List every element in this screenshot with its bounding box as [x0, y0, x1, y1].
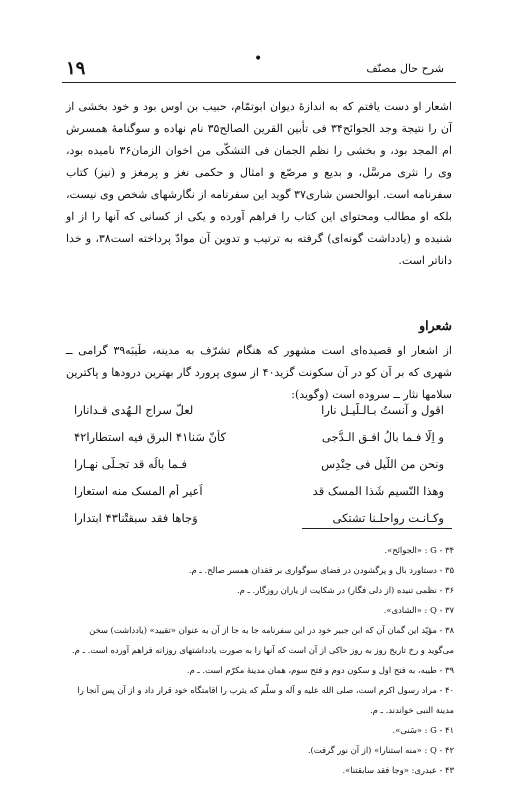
poem-verse — [74, 396, 444, 423]
poem-hemistich-right: و اِلّا فـما بالُ افـق الـدُّجی — [321, 429, 444, 444]
poem-hemistich-left: فـما بالُه قد تجـلّی نهـارا — [74, 456, 188, 471]
section-heading: شعراو — [419, 318, 452, 333]
poem-verse — [74, 450, 444, 477]
poem-hemistich-left: لعلّ سراج الـهُدی قـدانارا — [74, 402, 194, 417]
body-text — [66, 96, 452, 272]
header-rule — [62, 82, 456, 83]
running-head: شرح حال مصنّف — [366, 62, 444, 75]
poem-hemistich-right: وکـانـت رواحلـنا تشتکی — [332, 510, 444, 525]
poem — [74, 396, 444, 531]
poem-verse — [74, 423, 444, 450]
footnote: ۳۹ - طیبه، به فتح اول و سکون دوم و فتح سوم، همان مدینهٔ مکرّم است. ـ م. — [186, 665, 454, 675]
footnote: ۴۲ - Q : «منه استنارا» (از آن نور گرفت). — [307, 745, 454, 755]
body-paragraph: اشعار او دست یافتم که به اندازهٔ دیوان ابوتمّام، حبیب بن اوس بود و خود بخشی از آن را نتیجة وجد الجوائح۳۴ فی تأبین القرین الصالح۳۵ نام نهاده و سوگنامهٔ همسرش ام المجد بود، و بخشی را نظم الجمان فی التشکّی من اخوان الزمان۳۶ نامیده بود، وی را نثری مرسَّل، و بدیع و مرصّع و امثال و حکمی نغز و پرمغز و (نیز) کتاب سفرنامه است. ابوالحسن شاری۳۷ گوید این سفرنامه از نگارشهای شخص وی نیست، بلکه او مطالب ومحتوای این کتاب را فراهم آورده و یکی از کسانی که آنها را از او شنیده و (یادداشت گونه‌ای) گرفته به ترتیب و تدوین آن موادّ پرداخته است۳۸، و خدا داناتر است. — [66, 100, 453, 267]
footnote: ۴۳ - عبدری: «وجا فقد سابقتنا». — [342, 765, 454, 775]
poem-hemistich-right: وهذا النّسیم شَذا المسک قد — [312, 483, 444, 498]
footnote: ۳۷ - Q : «الشادی». — [383, 605, 454, 615]
footnote: ۳۸ - مؤیّد این گمان آن که ابن جبیر خود در این سفرنامه جا به جا از آن به عنوان «تقیید» (یادداشت) سخن می‌گوید و رخ تاریخ روز به روز حاکی از آن است که آنها را به صورت یادداشتهای روزانه فراهم آورده است. ـ م. — [71, 625, 454, 655]
footnote: ۳۶ - نظمی تنیده (از دلی فگار) در شکایت از یاران روزگار. ـ م. — [236, 585, 454, 595]
poem-verse — [74, 477, 444, 504]
footnotes — [66, 540, 454, 780]
footnotes-rule — [302, 528, 452, 529]
footnote: ۳۵ - دستاورد بال و پرگشودن در فضای سوگواری بر فقدان همسر صالح. ـ م. — [188, 565, 454, 575]
poem-verse — [74, 504, 444, 531]
poem-hemistich-left: اُعیر أم المسک منه استعارا — [74, 483, 203, 498]
footnote: ۴۱ - G : «سَنی». — [392, 725, 454, 735]
poem-hemistich-left: وَجاها فقد سبقتْنا۴۳ ابتدارا — [74, 510, 198, 525]
poem-hemistich-right: اقول و آنستُ بـالـلّیـل نارا — [321, 402, 444, 417]
poem-hemistich-right: ونحن من اللّیل فی حِنْدِس — [321, 456, 444, 471]
header-dot: • — [254, 51, 263, 67]
poem-hemistich-left: کأنّ سَنا۴۱ البرق فیه استطارا۴۲ — [74, 429, 226, 444]
footnote: ۳۴ - G : «الجوائح». — [384, 545, 454, 555]
footnote: ۴۰ - مراد رسول اکرم است، صلی الله علیه و آله و سلّم که یثرب را اقامتگاه خود قرار داد و از آن پس آنجا را مدینة النبی خواندند. ـ م. — [77, 685, 454, 715]
section-intro: از اشعار او قصیده‌ای است مشهور که هنگام تشرّف به مدینه، طَیبَه۳۹ گرامی ــ شهری که بر آن کو در آن سکونت گزید۴۰ از سوی پرورد گار بهترین درودها و پاکترین سلامها نثار ــ سروده است (وگوید): — [66, 344, 452, 401]
page-number: ۱۹ — [66, 58, 86, 79]
